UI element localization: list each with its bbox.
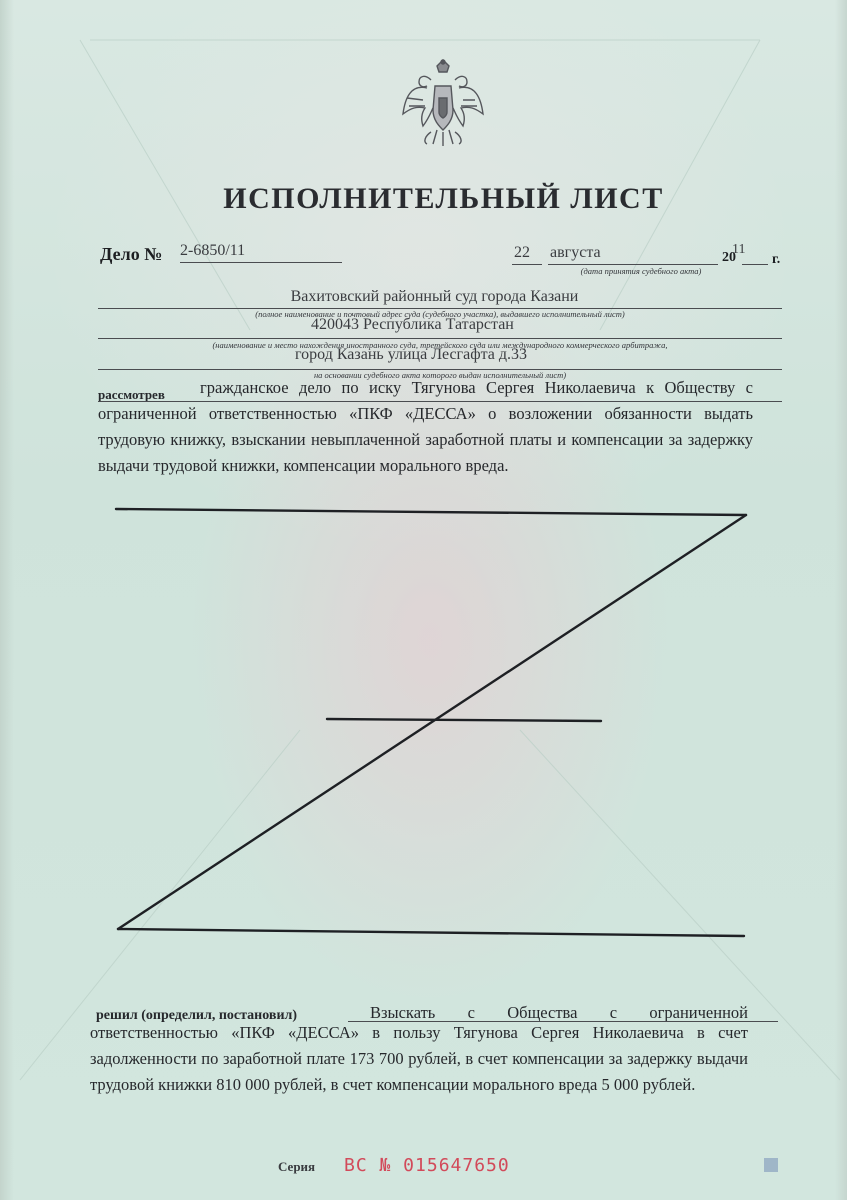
- z-diagonal-line: [118, 515, 746, 929]
- date-year-prefix: 20: [722, 250, 736, 265]
- basis-caption: на основании судебного акта которого выдан исполнительный лист): [313, 370, 567, 380]
- address-line2: город Казань улица Лесгафта д.33: [295, 346, 527, 363]
- date-month: августа: [550, 244, 601, 261]
- series-label: Серия: [278, 1159, 316, 1174]
- considered-label: рассмотрев: [98, 387, 165, 402]
- z-top-line: [116, 509, 746, 515]
- decided-label: решил (определил, постановил): [96, 1008, 298, 1023]
- decided-first-line: Взыскать с Общества с ограниченной: [370, 1003, 748, 1022]
- corner-square-mark: [764, 1158, 778, 1172]
- date-day: 22: [514, 244, 530, 261]
- z-middle-bar: [327, 719, 601, 721]
- z-bottom-line: [118, 929, 744, 936]
- case-number: 2-6850/11: [180, 242, 246, 259]
- date-suffix: г.: [772, 252, 781, 267]
- court-name: Вахитовский районный суд города Казани: [290, 288, 579, 305]
- series-number: ВС № 015647650: [344, 1155, 510, 1176]
- case-label: Дело №: [100, 244, 163, 264]
- address-line1: 420043 Республика Татарстан: [311, 316, 514, 333]
- considered-text: гражданское дело по иску Тягунова Сергея Николаевича к Обществу с ограниченной ответственностью «ПКФ «ДЕССА» о возложении обязанности выдать трудовую книжку, взыскании невыплаченной заработной платы и компенсации за задержку выдачи трудовой книжки, компенсации морального вреда.: [98, 378, 753, 475]
- date-caption: (дата принятия судебного акта): [580, 266, 702, 276]
- address-caption: (наименование и место нахождения иностранного суда, третейского суда или международного коммерческого арбитража,: [212, 340, 668, 350]
- court-caption: (полное наименование и почтовый адрес суда (судебного участка), выдавшего исполнительный лист): [255, 309, 625, 319]
- document-title: ИСПОЛНИТЕЛЬНЫЙ ЛИСТ: [223, 182, 664, 215]
- date-year: 11: [732, 242, 746, 257]
- decided-text: ответственностью «ПКФ «ДЕССА» в пользу Тягунова Сергея Николаевича в счет задолженности по заработной плате 173 700 рублей, в счет компенсации за задержку выдачи трудовой книжки 810 000 рублей, в счет компенсации морального вреда 5 000 рублей.: [90, 1023, 748, 1094]
